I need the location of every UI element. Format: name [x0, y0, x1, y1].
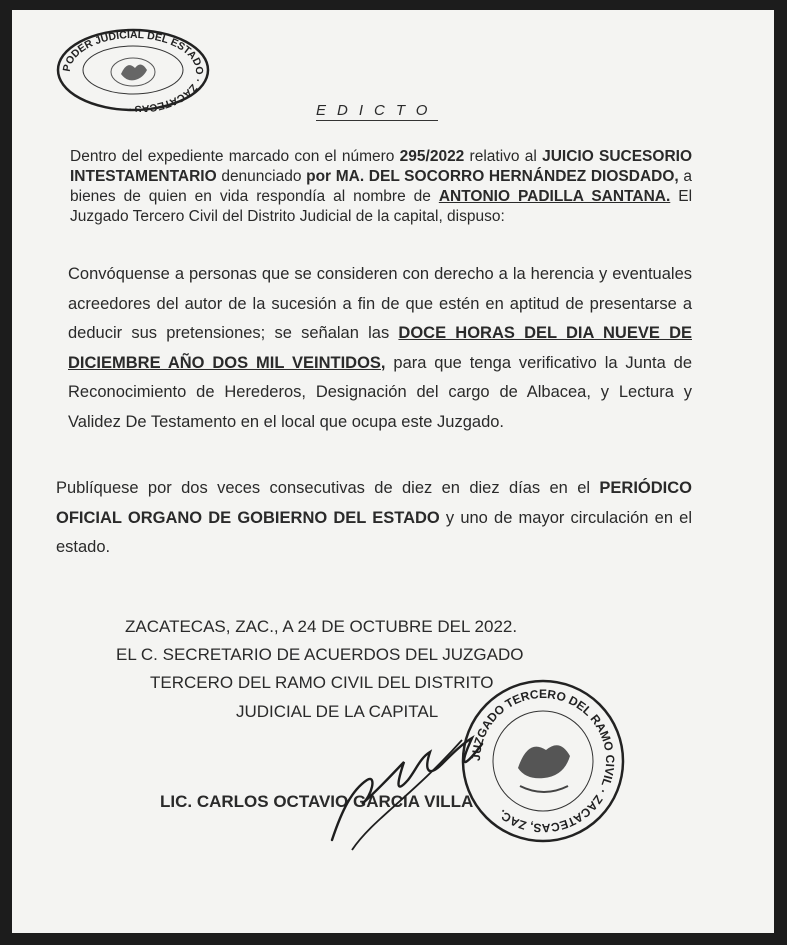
closing-date: ZACATECAS, ZAC., A 24 DE OCTUBRE DEL 2022.	[125, 617, 518, 636]
closing-role-line3: JUDICIAL DE LA CAPITAL	[236, 702, 439, 721]
seal-top-text: PODER JUDICIAL DEL ESTADO · ZACATECAS ·	[60, 28, 206, 112]
intro-paragraph: Dentro del expediente marcado con el número 295/2022 relativo al JUICIO SUCESORIO INTESTAMENTARIO denunciado por MA. DEL SOCORRO HERNÁNDEZ DIOSDADO, a bienes de quien en vida respondía al nombre de ANTONIO PADILLA SANTANA. El Juzgado Tercero Civil del Distrito Judicial de la capital, dispuso:	[70, 148, 693, 225]
document-title: EDICTO	[316, 102, 439, 119]
court-seal-top	[56, 28, 210, 112]
convocation-paragraph: Convóquense a personas que se consideren con derecho a la herencia y eventuales acreedores del autor de la sucesión a fin de que estén en aptitud de presentarse a deducir sus pretensiones; se señalan las DOCE HORAS DEL DIA NUEVE DE DICIEMBRE AÑO DOS MIL VEINTIDOS, para que tenga verificativo la Junta de Reconocimiento de Herederos, Designación del cargo de Albacea, y Lectura y Validez De Testamento en el local que ocupa este Juzgado.	[68, 265, 693, 431]
publication-paragraph: Publíquese por dos veces consecutivas de diez en diez días en el PERIÓDICO OFICIAL ORGANO DE GOBIERNO DEL ESTADO y uno de mayor circulación en el estado.	[56, 479, 692, 556]
handwritten-signature	[312, 700, 512, 860]
seal-bottom-text: JUZGADO TERCERO DEL RAMO CIVIL · ZACATECAS, ZAC.	[468, 686, 618, 836]
closing-role-line2: TERCERO DEL RAMO CIVIL DEL DISTRITO	[150, 673, 494, 692]
closing-role-line1: EL C. SECRETARIO DE ACUERDOS DEL JUZGADO	[116, 645, 524, 664]
signer-name: LIC. CARLOS OCTAVIO GARCIA VILLA	[160, 792, 474, 811]
document-page	[12, 10, 774, 933]
